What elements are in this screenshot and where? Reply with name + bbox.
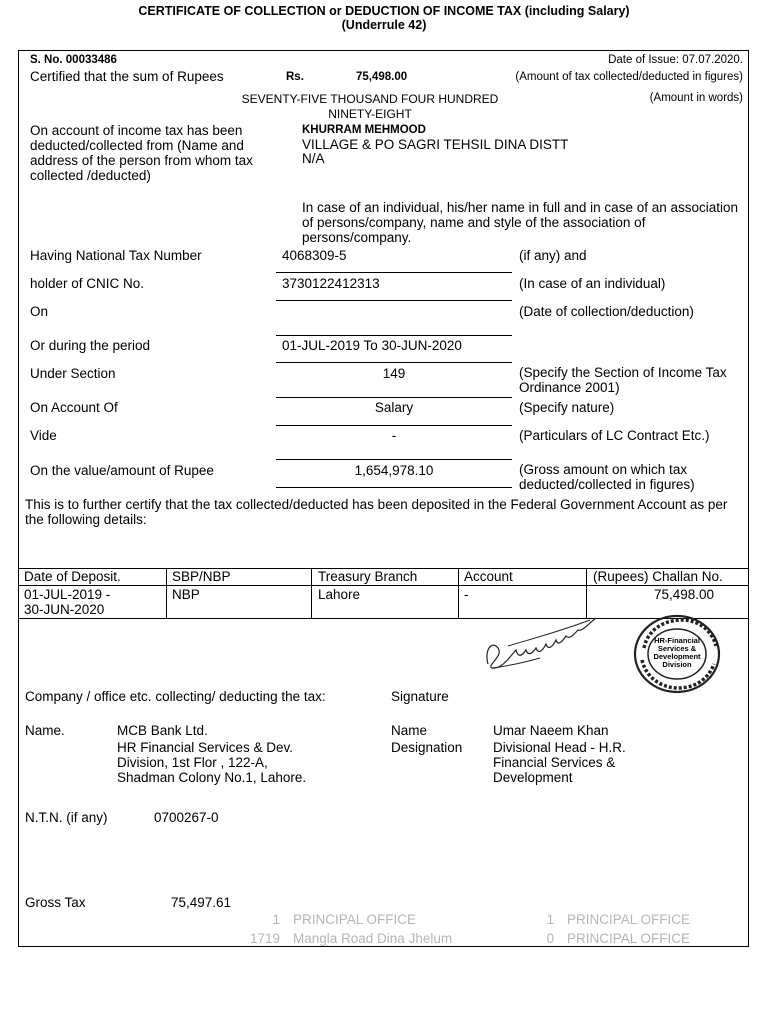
- account-of-note: (Specify nature): [519, 400, 615, 415]
- vide-label: Vide: [30, 428, 57, 443]
- table-header: Date of Deposit.: [24, 569, 121, 584]
- certificate-title: CERTIFICATE OF COLLECTION or DEDUCTION OF INCOME TAX (including Salary): [138, 4, 630, 18]
- ntn-underline: [276, 272, 512, 273]
- cnic-label: holder of CNIC No.: [30, 276, 145, 291]
- signer-name-label: Name: [391, 723, 428, 738]
- company-address-line2: Division, 1st Flor , 122-A,: [117, 755, 268, 770]
- amount-figures-note: (Amount of tax collected/deducted in figures): [515, 71, 743, 83]
- table-cell-date: 01-JUL-2019 -: [24, 587, 111, 602]
- office-name: PRINCIPAL OFFICE: [567, 912, 691, 927]
- office-code: 1719: [249, 931, 280, 946]
- certified-label: Certified that the sum of Rupees: [30, 69, 224, 84]
- designation-line3: Development: [493, 770, 573, 785]
- deposit-statement: This is to further certify that the tax collected/deducted has been deposited in the Federal Government Account as per the following details:: [25, 497, 728, 527]
- period-value: 01-JUL-2019 To 30-JUN-2020: [282, 338, 462, 353]
- amount-words-line1: SEVENTY-FIVE THOUSAND FOUR HUNDRED: [241, 92, 499, 106]
- office-name: PRINCIPAL OFFICE: [293, 912, 417, 927]
- amount-figures: 75,498.00: [356, 71, 408, 83]
- amount-words-line2: NINETY-EIGHT: [328, 107, 412, 121]
- person-address-line1: VILLAGE & PO SAGRI TEHSIL DINA DISTT: [302, 137, 569, 152]
- ntn-label: Having National Tax Number: [30, 248, 202, 263]
- signature-label: Signature: [391, 689, 449, 704]
- office-code: 0: [546, 931, 554, 946]
- period-underline: [276, 362, 512, 363]
- section-underline: [276, 397, 512, 398]
- person-name: KHURRAM MEHMOOD: [302, 124, 426, 136]
- gross-tax-label: Gross Tax: [25, 895, 86, 910]
- gross-value-label: On the value/amount of Rupee: [30, 463, 214, 478]
- company-ntn-value: 0700267-0: [154, 810, 219, 825]
- company-ntn-label: N.T.N. (if any): [25, 810, 108, 825]
- date-of-issue: Date of Issue: 07.07.2020.: [608, 54, 743, 66]
- gross-value-underline: [276, 487, 512, 488]
- designation-line2: Financial Services &: [493, 755, 616, 770]
- stamp-line: Development: [653, 652, 701, 661]
- office-name: PRINCIPAL OFFICE: [567, 931, 691, 946]
- table-cell-date: 30-JUN-2020: [24, 602, 105, 617]
- company-name-label: Name.: [25, 723, 65, 738]
- stamp-line: Division: [662, 660, 692, 669]
- stamp-line: Services &: [657, 644, 697, 653]
- amount-words-note: (Amount in words): [649, 92, 743, 104]
- individual-note: In case of an individual, his/her name in full and in case of an association of persons/company, name and style of the association of persons/company.: [302, 200, 739, 245]
- section-note: (Specify the Section of Income Tax Ordinance 2001): [519, 365, 727, 395]
- section-value: 149: [382, 366, 406, 381]
- ntn-value: 4068309-5: [282, 248, 347, 263]
- date-note: (Date of collection/deduction): [519, 304, 694, 319]
- gross-value: 1,654,978.10: [354, 463, 434, 478]
- section-label: Under Section: [30, 366, 116, 381]
- designation-line1: Divisional Head - H.R.: [493, 740, 626, 755]
- person-address-line2: N/A: [302, 151, 325, 166]
- bank-stamp: [632, 614, 722, 694]
- signature-scribble: [478, 610, 608, 674]
- ntn-note: (if any) and: [519, 248, 587, 263]
- table-cell-account: -: [464, 587, 469, 602]
- table-cell-branch: Lahore: [318, 587, 361, 602]
- signer-name: Umar Naeem Khan: [493, 723, 609, 738]
- stamp-line: HR-Financial: [654, 636, 700, 645]
- designation-label: Designation: [391, 740, 463, 755]
- account-of-value: Salary: [374, 400, 414, 415]
- certificate-subtitle: (Underrule 42): [341, 18, 427, 32]
- cnic-value: 3730122412313: [282, 276, 380, 291]
- office-name: Mangla Road Dina Jhelum: [293, 931, 453, 946]
- gross-value-note: (Gross amount on which tax deducted/collected in figures): [519, 462, 695, 492]
- cnic-underline: [276, 300, 512, 301]
- serial-number: S. No. 00033486: [30, 54, 117, 66]
- account-of-label: On Account Of: [30, 400, 118, 415]
- table-cell-amount: 75,498.00: [653, 587, 714, 602]
- vide-underline: [276, 459, 512, 460]
- table-header-border: [18, 585, 749, 586]
- company-address-line1: HR Financial Services & Dev.: [117, 740, 294, 755]
- account-of-underline: [276, 425, 512, 426]
- table-cell-bank: NBP: [172, 587, 200, 602]
- company-name: MCB Bank Ltd.: [117, 723, 208, 738]
- account-label: On account of income tax has been deducted/collected from (Name and address of the person from whom tax collected /deducted): [30, 123, 253, 183]
- office-code: 1: [546, 912, 554, 927]
- company-address-line3: Shadman Colony No.1, Lahore.: [117, 770, 307, 785]
- table-header: Account: [464, 569, 513, 584]
- table-divider: [166, 568, 167, 618]
- table-divider: [311, 568, 312, 618]
- collecting-label: Company / office etc. collecting/ deducting the tax:: [25, 689, 326, 704]
- date-underline: [276, 335, 512, 336]
- table-header: (Rupees) Challan No.: [593, 569, 723, 584]
- gross-tax-value: 75,497.61: [171, 895, 232, 910]
- vide-value: -: [391, 428, 397, 443]
- table-divider: [458, 568, 459, 618]
- rs-label: Rs.: [286, 71, 304, 83]
- cnic-note: (In case of an individual): [519, 276, 666, 291]
- period-label: Or during the period: [30, 338, 151, 353]
- table-header: Treasury Branch: [318, 569, 418, 584]
- office-code: 1: [272, 912, 280, 927]
- date-label: On: [30, 304, 49, 319]
- vide-note: (Particulars of LC Contract Etc.): [519, 428, 710, 443]
- table-header: SBP/NBP: [172, 569, 231, 584]
